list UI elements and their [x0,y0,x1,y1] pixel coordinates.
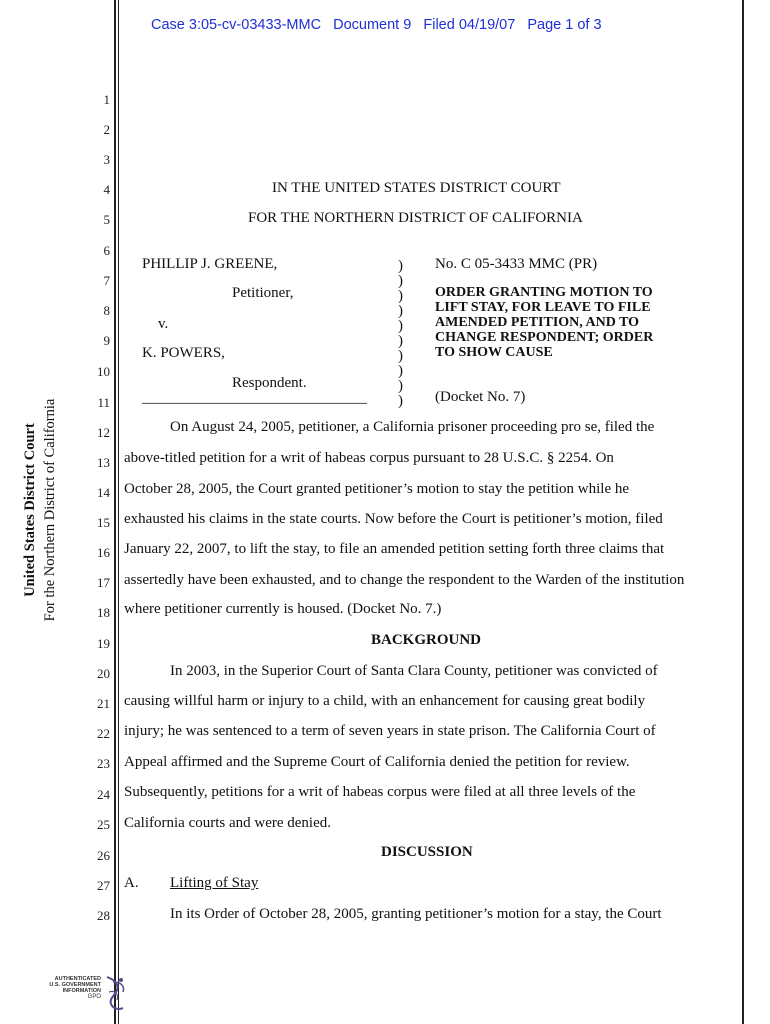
line-number: 2 [103,122,110,137]
body-line: In 2003, in the Superior Court of Santa Clara County, petitioner was convicted of [170,663,658,679]
eagle-icon [101,974,131,1014]
caption-signature-line: ______________________________ [142,390,367,406]
line-number: 25 [97,817,110,832]
left-margin-rule-outer [114,0,116,1024]
line-number: 1 [103,92,110,107]
gpo-line: AUTHENTICATED [54,976,101,982]
docket-reference: (Docket No. 7) [435,389,526,405]
order-title [435,285,653,360]
gpo-line: INFORMATION [62,988,101,994]
discussion-heading: DISCUSSION [381,844,473,860]
line-number: 21 [97,696,110,711]
line-number: 5 [103,212,110,227]
line-number: 7 [103,273,110,288]
court-title-line1: IN THE UNITED STATES DISTRICT COURT [272,180,561,196]
caption-paren: ) [398,393,403,409]
line-number: 4 [103,182,110,197]
gpo-authentication-seal [45,974,135,1014]
case-header: Case 3:05-cv-03433-MMC Document 9 Filed 04/19/07 Page 1 of 3 [151,17,602,33]
side-caption-court: United States District Court [22,423,38,597]
line-number: 24 [97,787,110,802]
body-line: California courts and were denied. [124,815,332,831]
line-number: 20 [97,666,110,681]
gpo-line: GPO [87,994,101,1000]
body-line: assertedly have been exhausted, and to change the respondent to the Warden of the institution [124,572,685,588]
line-number: 22 [97,726,110,741]
order-title-line: AMENDED PETITION, AND TO [435,315,640,330]
line-number: 9 [103,333,110,348]
court-title-line2: FOR THE NORTHERN DISTRICT OF CALIFORNIA [248,210,583,226]
right-margin-rule [742,0,744,1024]
caption-paren: ) [398,363,403,379]
body-line: Appeal affirmed and the Supreme Court of California denied the petition for review. [124,754,630,770]
line-number: 8 [103,303,110,318]
line-number: 14 [97,485,110,500]
petitioner-role: Petitioner, [232,285,294,301]
order-title-line: CHANGE RESPONDENT; ORDER [435,330,654,345]
line-number: 17 [97,575,110,590]
body-line: injury; he was sentenced to a term of seven years in state prison. The California Court of [124,723,656,739]
section-a-letter: A. [124,875,139,891]
line-number: 27 [97,878,110,893]
body-line: exhausted his claims in the state courts. Now before the Court is petitioner’s motion, filed [124,511,663,527]
caption-paren: ) [398,378,403,394]
body-line: In its Order of October 28, 2005, granting petitioner’s motion for a stay, the Court [170,906,662,922]
background-heading: BACKGROUND [371,632,482,648]
left-margin-rule-inner [118,0,119,1024]
caption-paren: ) [398,303,403,319]
line-number: 16 [97,545,110,560]
order-title-line: TO SHOW CAUSE [435,345,553,360]
line-number: 18 [97,605,110,620]
line-number: 26 [97,848,110,863]
caption-paren: ) [398,258,403,274]
body-line: October 28, 2005, the Court granted petitioner’s motion to stay the petition while he [124,481,630,497]
caption-paren: ) [398,288,403,304]
side-caption-district: For the Northern District of California [42,398,58,622]
line-number: 12 [97,425,110,440]
caption-paren: ) [398,333,403,349]
gpo-seal-text [45,976,101,1000]
body-line: above-titled petition for a writ of habeas corpus pursuant to 28 U.S.C. § 2254. On [124,450,614,466]
body-line: Subsequently, petitions for a writ of habeas corpus were filed at all three levels of the [124,784,636,800]
line-number: 11 [97,395,110,410]
body-line: January 22, 2007, to lift the stay, to file an amended petition setting forth three claims that [124,541,665,557]
line-number: 15 [97,515,110,530]
line-number: 3 [103,152,110,167]
case-number: No. C 05-3433 MMC (PR) [435,256,598,272]
line-number: 13 [97,455,110,470]
body-line: causing willful harm or injury to a child, with an enhancement for causing great bodily [124,693,646,709]
order-title-line: ORDER GRANTING MOTION TO [435,285,653,300]
respondent-role: Respondent. [232,375,307,391]
caption-paren: ) [398,318,403,334]
side-caption [20,399,60,622]
section-a-title: Lifting of Stay [170,875,259,891]
body-line: On August 24, 2005, petitioner, a California prisoner proceeding pro se, filed the [170,419,655,435]
line-number: 6 [103,243,110,258]
body-line: where petitioner currently is housed. (Docket No. 7.) [124,601,442,617]
petitioner-name: PHILLIP J. GREENE, [142,256,278,272]
caption-paren: ) [398,348,403,364]
respondent-name: K. POWERS, [142,345,225,361]
line-number: 28 [97,908,110,923]
line-number: 10 [97,364,110,379]
caption-paren: ) [398,273,403,289]
line-number: 23 [97,756,110,771]
line-number: 19 [97,636,110,651]
gpo-line: U.S. GOVERNMENT [49,982,101,988]
versus: v. [158,316,169,332]
order-title-line: LIFT STAY, FOR LEAVE TO FILE [435,300,651,315]
